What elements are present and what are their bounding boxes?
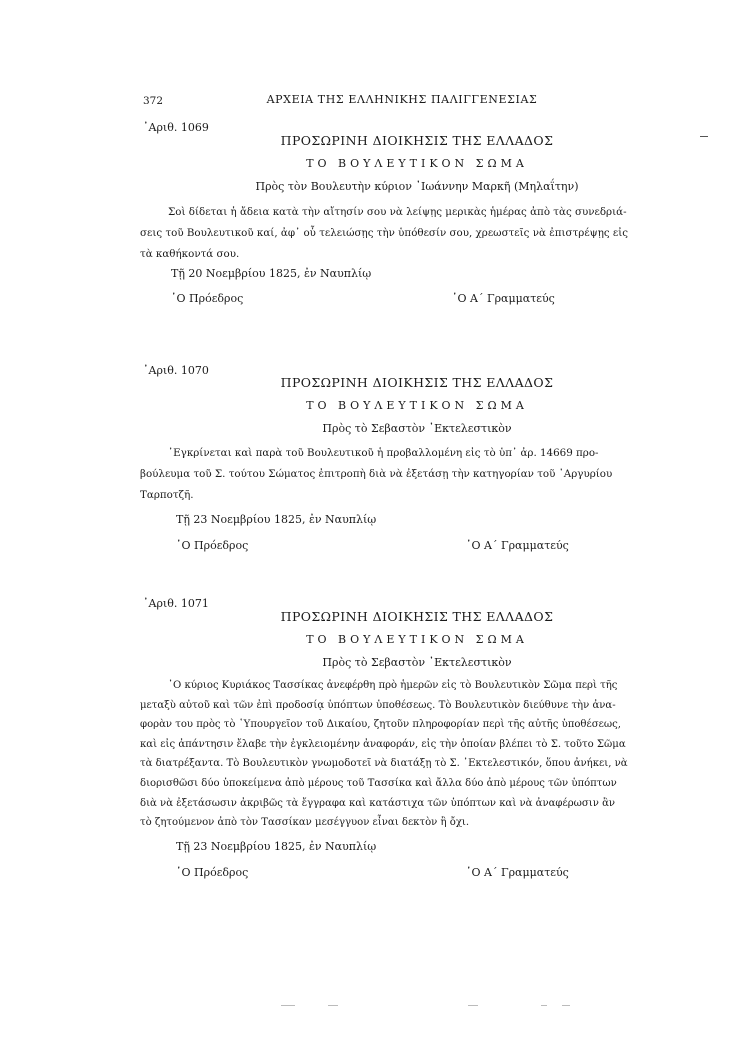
body-line: σεις τοῦ Βουλευτικοῦ καί, ἀφ᾿ οὗ τελειώσῃς τὴν ὑπόθεσίν σου, χρεωστεῖς νὰ ἐπιστρέψῃς εἰς xyxy=(140,227,629,239)
addressee: Πρὸς τὸν Βουλευτὴν κύριον ᾿Ιωάννην Μαρκῆ (Μηλαΐτην) xyxy=(255,180,579,193)
document-number: ᾿Αριθ. 1069 xyxy=(143,121,209,134)
body-line: τὸ ζητούμενον ἀπὸ τὸν Τασσίκαν μεσέγγυον εἶναι δεκτὸν ἢ ὄχι. xyxy=(140,817,470,829)
signature-president: ῾Ο Πρόεδρος xyxy=(176,866,249,879)
body-line: ᾿Εγκρίνεται καὶ παρὰ τοῦ Βουλευτικοῦ ἡ προβαλλομένη εἰς τὸ ὑπ᾿ ἀρ. 14669 προ- xyxy=(168,447,599,459)
issuing-body: ΤΟ ΒΟΥΛΕΥΤΙΚΟΝ ΣΩΜΑ xyxy=(306,399,528,412)
document-body xyxy=(140,443,613,506)
body-line: φορὰν του πρὸς τὸ ῾Υπουργεῖον τοῦ Δικαίου, ζητοῦν πληροφορίαν περὶ τῆς αὐτῆς ὑποθέσεως, xyxy=(140,719,621,731)
page-number: 372 xyxy=(143,95,164,107)
body-line: ῾Ο κύριος Κυριάκος Τασσίκας ἀνεφέρθη πρὸ ἡμερῶν εἰς τὸ Βουλευτικὸν Σῶμα περὶ τῆς xyxy=(168,680,618,691)
addressee: Πρὸς τὸ Σεβαστὸν ᾿Εκτελεστικὸν xyxy=(322,422,512,435)
signature-president: ῾Ο Πρόεδρος xyxy=(176,539,249,552)
signature-secretary: ῾Ο Α΄ Γραμματεύς xyxy=(466,539,569,552)
body-line: διὰ νὰ ἐξετάσωσιν ἀκριβῶς τὰ ἔγγραφα καὶ κατάστιχα τῶν ὑπόπτων καὶ νὰ ἀναφέρωσιν ἂν xyxy=(140,797,616,809)
document-number: ᾿Αριθ. 1070 xyxy=(143,364,209,377)
signature-president: ῾Ο Πρόεδρος xyxy=(171,292,244,305)
body-line: Σοὶ δίδεται ἡ ἄδεια κατὰ τὴν αἴτησίν σου νὰ λείψῃς μερικὰς ἡμέρας ἀπὸ τὰς συνεδριά- xyxy=(168,206,627,218)
body-line: Ταρποτζῆ. xyxy=(140,489,194,501)
body-line: μεταξὺ αὐτοῦ καὶ τῶν ἐπὶ προδοσίᾳ ὑπόπτων ὑποθέσεως. Τὸ Βουλευτικὸν διεύθυνε τὴν ἀνα- xyxy=(140,699,616,711)
signature-secretary: ῾Ο Α΄ Γραμματεύς xyxy=(466,866,569,879)
document-body xyxy=(140,676,628,833)
body-line: τὰ διατρέξαντα. Τὸ Βουλευτικὸν γνωμοδοτεῖ νὰ διατάξῃ τὸ Σ. ᾿Εκτελεστικόν, ὅπου ἀνήκει, νὰ xyxy=(140,758,628,770)
scan-artifact xyxy=(468,1005,478,1006)
document-heading: ΠΡΟΣΩΡΙΝΗ ΔΙΟΙΚΗΣΙΣ ΤΗΣ ΕΛΛΑΔΟΣ xyxy=(280,609,554,624)
scan-artifact xyxy=(700,136,708,137)
scan-artifact xyxy=(281,1005,295,1006)
addressee: Πρὸς τὸ Σεβαστὸν ᾿Εκτελεστικὸν xyxy=(322,656,512,669)
scan-artifact xyxy=(328,1005,338,1006)
body-line: διορισθῶσι δύο ὑποκείμενα ἀπὸ μέρους τοῦ Τασσίκα καὶ ἄλλα δύο ἀπὸ μέρους τῶν ὑπόπτων xyxy=(140,777,617,789)
signature-secretary: ῾Ο Α΄ Γραμματεύς xyxy=(452,292,555,305)
document-heading: ΠΡΟΣΩΡΙΝΗ ΔΙΟΙΚΗΣΙΣ ΤΗΣ ΕΛΛΑΔΟΣ xyxy=(280,375,554,390)
body-line: καὶ εἰς ἀπάντησιν ἔλαβε τὴν ἐγκλειομένην ἀναφοράν, εἰς τὴν ὁποίαν βλέπει τὸ Σ. τοῦτο Σῶμα xyxy=(140,738,626,750)
document-date: Τῇ 23 Νοεμβρίου 1825, ἐν Ναυπλίῳ xyxy=(176,513,377,526)
scan-artifact xyxy=(541,1005,547,1006)
document-number: ᾿Αριθ. 1071 xyxy=(143,597,209,610)
document-body xyxy=(140,202,629,265)
issuing-body: ΤΟ ΒΟΥΛΕΥΤΙΚΟΝ ΣΩΜΑ xyxy=(306,633,528,646)
document-heading: ΠΡΟΣΩΡΙΝΗ ΔΙΟΙΚΗΣΙΣ ΤΗΣ ΕΛΛΑΔΟΣ xyxy=(280,133,554,148)
document-date: Τῇ 20 Νοεμβρίου 1825, ἐν Ναυπλίῳ xyxy=(171,267,372,280)
body-line: τὰ καθήκοντά σου. xyxy=(140,248,240,260)
document-date: Τῇ 23 Νοεμβρίου 1825, ἐν Ναυπλίῳ xyxy=(176,840,377,853)
scan-artifact xyxy=(562,1005,570,1006)
body-line: βούλευμα τοῦ Σ. τούτου Σώματος ἐπιτροπὴ διὰ νὰ ἐξετάσῃ τὴν κατηγορίαν τοῦ ᾿Αργυρίου xyxy=(140,468,613,480)
issuing-body: ΤΟ ΒΟΥΛΕΥΤΙΚΟΝ ΣΩΜΑ xyxy=(306,157,528,170)
running-title: ΑΡΧΕΙΑ ΤΗΣ ΕΛΛΗΝΙΚΗΣ ΠΑΛΙΓΓΕΝΕΣΙΑΣ xyxy=(266,93,538,106)
